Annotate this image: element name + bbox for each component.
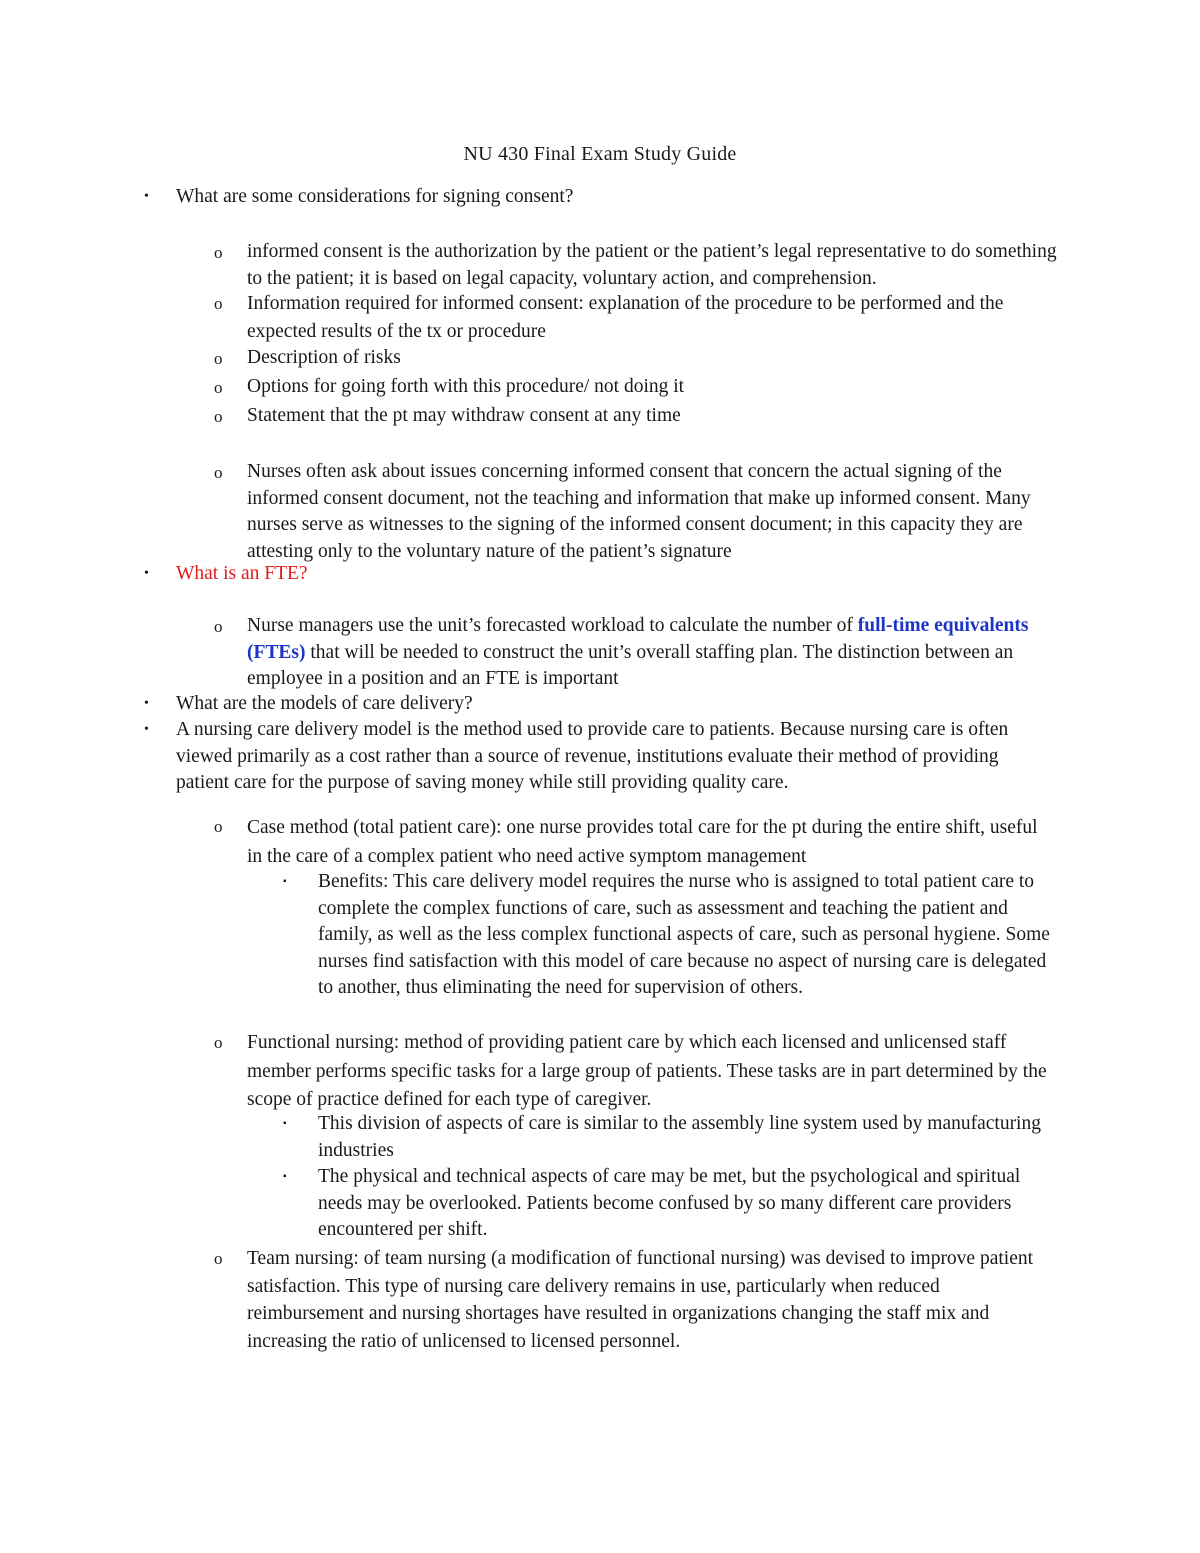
circle-marker: o [214, 243, 223, 262]
list-item-functional [214, 1029, 1057, 1115]
care-model-intro [144, 717, 1056, 797]
list-item-text: Functional nursing: method of providing patient care by which each licensed and unlicensed staff member performs specific tasks for a large group of patients. These tasks are in part determined by the scope of practice defined for each type of caregiver. [247, 1032, 1047, 1110]
bullet-marker: • [144, 722, 149, 737]
list-item-text-end: that will be needed to construct the unit’s overall staffing plan. The distinction between an employee in a position and an FTE is important [247, 641, 1014, 689]
paragraph-text: A nursing care delivery model is the method used to provide care to patients. Because nursing care is often viewed primarily as a cost rather than a source of revenue, institutions evaluate their method of providing patient care for the purpose of saving money while still providing quality care. [176, 719, 1009, 793]
sub-item-benefits [283, 869, 1053, 1002]
fte-link[interactable]: full-time equivalents (FTEs) [247, 615, 1029, 663]
circle-marker: o [214, 463, 223, 482]
list-item [214, 403, 1057, 430]
question-text: What is an FTE? [176, 563, 308, 584]
list-item [214, 290, 1057, 346]
circle-marker: o [214, 817, 223, 836]
sub-item-text: Benefits: This care delivery model requires the nurse who is assigned to total patient care to complete the complex functions of care, such as assessment and teaching the patient and family, as well as the less complex functional aspects of care, such as personal hygiene. Some nurses find satisfaction with this model of care because no aspect of nursing care is delegated to another, thus eliminating the need for supervision of others. [318, 871, 1050, 998]
square-marker: ▪ [283, 876, 287, 887]
question-text: What are some considerations for signing consent? [176, 186, 574, 207]
list-item-team [214, 1245, 1057, 1355]
circle-marker: o [214, 407, 223, 426]
sub-item [283, 1164, 1053, 1244]
sub-item-text: This division of aspects of care is similar to the assembly line system used by manufacturing industries [318, 1113, 1041, 1161]
list-item-text: Statement that the pt may withdraw consent at any time [247, 405, 681, 426]
list-item-text: informed consent is the authorization by the patient or the patient’s legal representative to do something to the patient; it is based on legal capacity, voluntary action, and comprehension. [247, 241, 1057, 289]
list-item [214, 239, 1057, 292]
square-marker: ▪ [283, 1171, 287, 1182]
list-item-text: Information required for informed consent: explanation of the procedure to be performed and the expected results of the tx or procedure [247, 293, 1004, 342]
circle-marker: o [214, 294, 223, 313]
circle-marker: o [214, 378, 223, 397]
list-item-text: Options for going forth with this procedure/ not doing it [247, 376, 685, 397]
bullet-marker: • [144, 189, 149, 204]
list-item-text-start: Nurse managers use the unit’s forecasted workload to calculate the number of [247, 615, 858, 636]
list-item [214, 613, 1057, 693]
sub-item-text: The physical and technical aspects of care may be met, but the psychological and spiritual needs may be overlooked. Patients become confused by so many different care providers encountered per shift. [318, 1166, 1021, 1240]
list-item-text: Description of risks [247, 347, 401, 368]
list-item-text: Team nursing: of team nursing (a modification of functional nursing) was devised to improve patient satisfaction. This type of nursing care delivery remains in use, particularly when reduced reimbursement and nursing shortages have resulted in organizations changing the staff mix and increasing the ratio of unlicensed to licensed personnel. [247, 1248, 1034, 1352]
question-fte [144, 561, 1056, 588]
question-consent [144, 184, 1056, 211]
list-item-case-method [214, 813, 1057, 871]
list-item [214, 374, 1057, 401]
list-item-text: Case method (total patient care): one nurse provides total care for the pt during the entire shift, useful in the care of a complex patient who need active symptom management [247, 817, 1038, 867]
bullet-marker: • [144, 696, 149, 711]
question-care-models [144, 691, 1056, 718]
circle-marker: o [214, 1033, 223, 1052]
list-item [214, 459, 1057, 565]
circle-marker: o [214, 617, 223, 636]
question-text: What are the models of care delivery? [176, 693, 473, 714]
circle-marker: o [214, 349, 223, 368]
page-title: NU 430 Final Exam Study Guide [463, 143, 737, 165]
list-item [214, 345, 1057, 372]
square-marker: ▪ [283, 1118, 287, 1129]
list-item-text: Nurses often ask about issues concerning informed consent that concern the actual signing of the informed consent document, not the teaching and information that make up informed consent. Many nurses serve as witnesses to the signing of the informed consent document; in this capacity they are attesting only to the voluntary nature of the patient’s signature [247, 461, 1031, 562]
circle-marker: o [214, 1249, 223, 1268]
sub-item [283, 1111, 1053, 1164]
bullet-marker: • [144, 566, 149, 581]
